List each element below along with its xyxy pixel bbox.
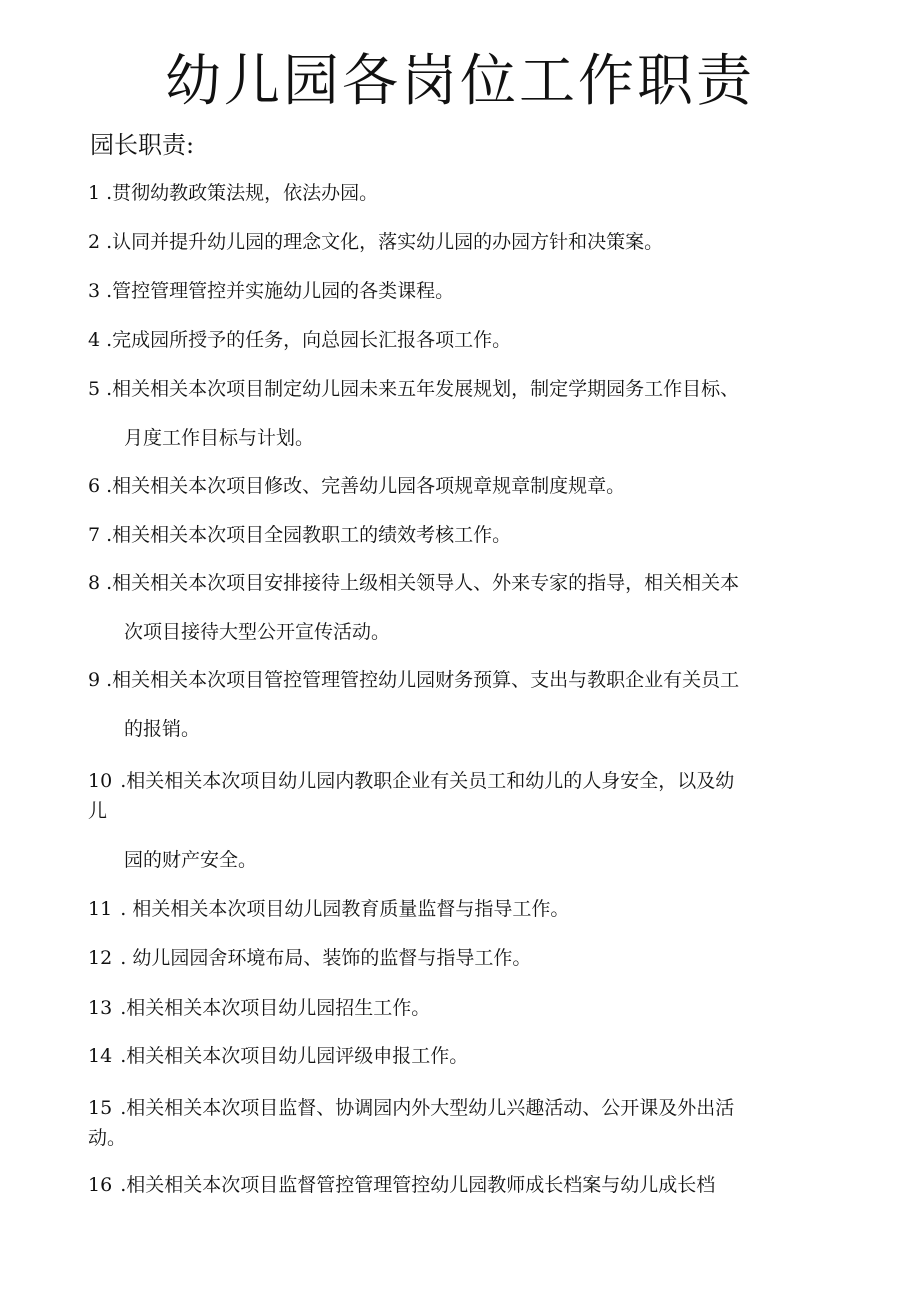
item-number: 10	[88, 770, 113, 792]
duty-line-continued: 月度工作目标与计划。	[124, 427, 315, 449]
duty-line-continued: 的报销。	[124, 718, 201, 740]
duty-line: 4 .完成园所授予的任务，向总园长汇报各项工作。	[88, 325, 848, 355]
duty-line: 14 .相关相关本次项目幼儿园评级申报工作。	[88, 1041, 848, 1071]
duty-line: 11 . 相关相关本次项目幼儿园教育质量监督与指导工作。	[88, 894, 848, 924]
duty-line: 12 . 幼儿园园舍环境布局、装饰的监督与指导工作。	[88, 943, 848, 973]
duty-line-overflow: 动。	[88, 1127, 127, 1149]
item-number: 16	[88, 1174, 113, 1196]
duty-item-9	[88, 665, 848, 744]
duty-item-2	[88, 227, 848, 257]
duty-line: 6 .相关相关本次项目修改、完善幼儿园各项规章规章制度规章。	[88, 471, 848, 501]
duty-item-4	[88, 325, 848, 355]
duty-line-overflow: 儿	[88, 800, 108, 822]
duty-line: 15 .相关相关本次项目监督、协调园内外大型幼儿兴趣活动、公开课及外出活	[88, 1093, 848, 1123]
duty-line: 10 .相关相关本次项目幼儿园内教职企业有关员工和幼儿的人身安全，以及幼	[88, 766, 848, 796]
item-number: 7	[88, 524, 101, 546]
item-number: 6	[88, 475, 101, 497]
item-number: 5	[88, 378, 101, 400]
duty-item-14	[88, 1041, 848, 1071]
duty-line: 16 .相关相关本次项目监督管控管理管控幼儿园教师成长档案与幼儿成长档	[88, 1170, 848, 1200]
duty-item-12	[88, 943, 848, 973]
duty-line: 5 .相关相关本次项目制定幼儿园未来五年发展规划，制定学期园务工作目标、	[88, 374, 848, 404]
duty-line: 7 .相关相关本次项目全园教职工的绩效考核工作。	[88, 520, 848, 550]
item-number: 4	[88, 329, 101, 351]
duty-line: 8 .相关相关本次项目安排接待上级相关领导人、外来专家的指导，相关相关本	[88, 568, 848, 598]
duty-line-continued: 园的财产安全。	[124, 849, 258, 871]
duty-item-7	[88, 520, 848, 550]
duty-item-5	[88, 374, 848, 453]
duty-item-13	[88, 993, 848, 1023]
item-number: 13	[88, 997, 113, 1019]
duty-line: 1 .贯彻幼教政策法规，依法办园。	[88, 178, 848, 208]
item-number: 1	[88, 182, 101, 204]
item-number: 8	[88, 572, 101, 594]
document-title: 幼儿园各岗位工作职责	[165, 49, 755, 114]
duty-item-6	[88, 471, 848, 501]
duty-line: 2 .认同并提升幼儿园的理念文化，落实幼儿园的办园方针和决策案。	[88, 227, 848, 257]
duty-item-3	[88, 276, 848, 306]
duty-line: 13 .相关相关本次项目幼儿园招生工作。	[88, 993, 848, 1023]
duty-line: 9 .相关相关本次项目管控管理管控幼儿园财务预算、支出与教职企业有关员工	[88, 665, 848, 695]
duty-item-1	[88, 178, 848, 208]
item-number: 12	[88, 947, 113, 969]
duty-item-8	[88, 568, 848, 647]
duty-item-11	[88, 894, 848, 924]
item-number: 15	[88, 1097, 113, 1119]
duty-item-16	[88, 1170, 848, 1200]
item-number: 11	[88, 898, 113, 920]
item-number: 2	[88, 231, 101, 253]
item-number: 9	[88, 669, 101, 691]
duty-item-15	[88, 1093, 848, 1153]
duty-line-continued: 次项目接待大型公开宣传活动。	[124, 621, 391, 643]
duty-item-10	[88, 766, 848, 875]
item-number: 3	[88, 280, 101, 302]
duty-line: 3 .管控管理管控并实施幼儿园的各类课程。	[88, 276, 848, 306]
item-number: 14	[88, 1045, 113, 1067]
section-heading: 园长职责:	[90, 131, 195, 159]
